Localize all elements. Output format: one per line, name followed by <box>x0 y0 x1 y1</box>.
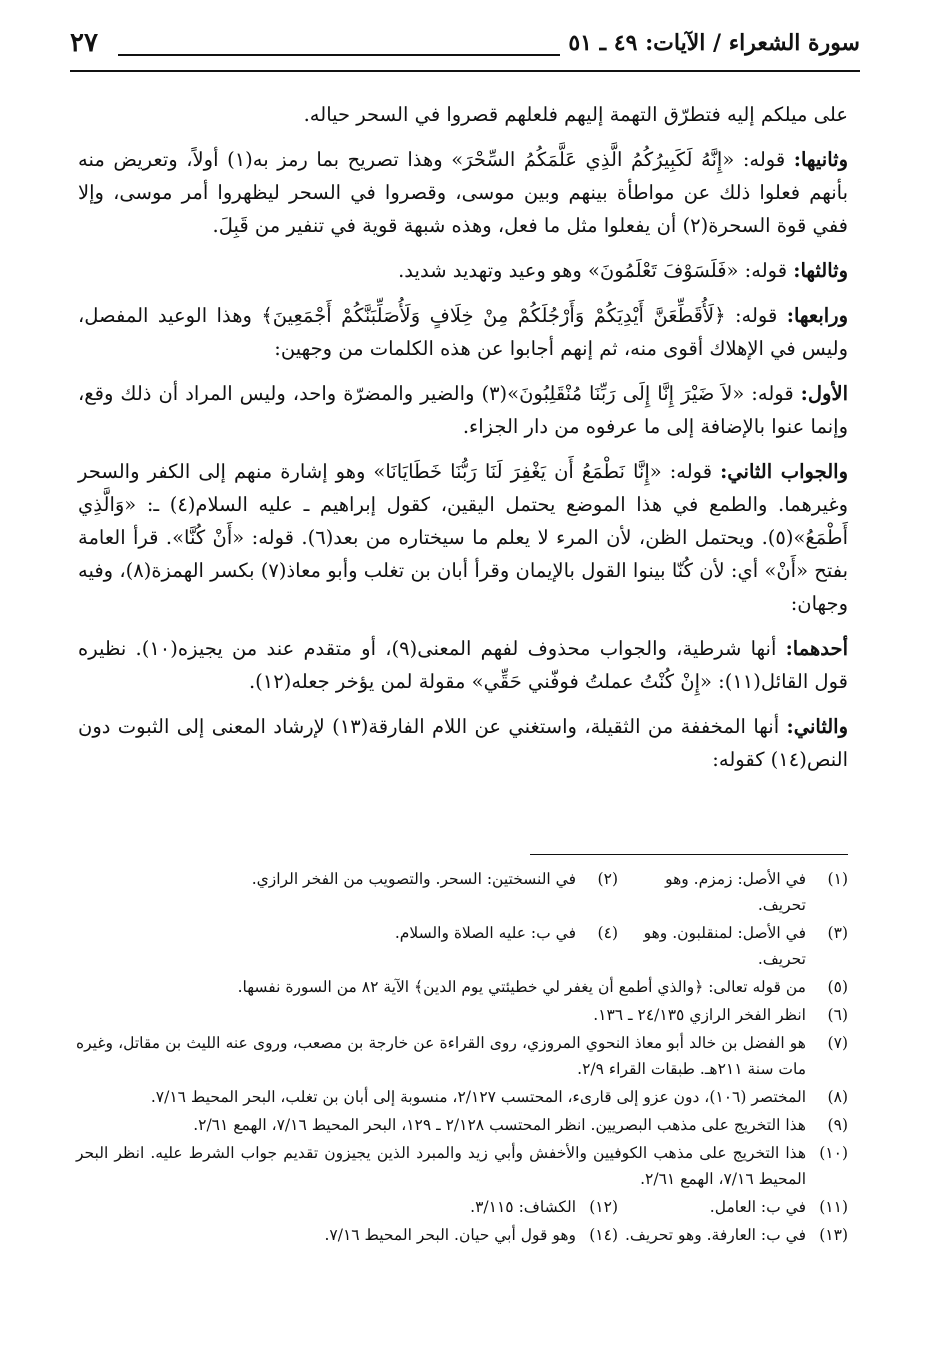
page-number: ٢٧ <box>70 28 98 58</box>
footnote <box>76 1140 848 1192</box>
footnote <box>76 1194 618 1220</box>
footnote <box>76 1112 848 1138</box>
footnote-number: (١٣) <box>819 1226 848 1244</box>
footnote <box>618 920 848 972</box>
footnote <box>618 1194 848 1220</box>
footnote-text: هو الفضل بن خالد أبو معاذ النحوي المروزي، روى القراءة عن خارجة بن مصعب، وروى عنه الليث بن مقاتل، وغيره مات سنة ٢١١هـ. طبقات القراء ٢/٩. <box>76 1034 806 1078</box>
footnote <box>76 1002 848 1028</box>
footnote-text: في الأصل: لمنقلبون. وهو تحريف. <box>643 924 806 968</box>
footnote-text: المختصر (١٠٦)، دون عزو إلى قارىء، المحتسب ٢/١٢٧، منسوبة إلى أبان بن تغلب، البحر المحيط ٧/١٦. <box>150 1088 806 1106</box>
footnote-number: (١٢) <box>589 1198 618 1216</box>
footnote-text: في ب: العامل. <box>709 1198 806 1216</box>
footnote-number: (١٠) <box>819 1144 848 1162</box>
footnote-number: (١١) <box>819 1198 848 1216</box>
footnote-number: (٨) <box>827 1088 848 1106</box>
footnote-text: الكشاف: ٣/١١٥. <box>470 1198 576 1216</box>
paragraph-text: أنها شرطية، والجواب محذوف لفهم المعنى(٩)، أو متقدم عند من يجيزه(١٠). نظيره قول القائل(١١): «إِنْ كُنْتُ عملتُ فوفّني حَقِّي» مقولة لمن يؤخر جعله(١٢). <box>78 637 848 693</box>
paragraph-lead: أحدهما: <box>785 637 848 660</box>
footnote-text: هذا التخريج على مذهب الكوفيين والأخفش وأبي زيد والمبرد الذين يجيزون تقديم جواب الشرط عليه. انظر البحر المحيط ٧/١٦، الهمع ٢/٦١. <box>76 1144 806 1188</box>
footnote-text: في ب: عليه الصلاة والسلام. <box>394 924 576 942</box>
paragraph-text: قوله: «لاَ ضَيْرَ إِنَّا إِلَى رَبِّنَا مُنْقَلِبُونَ»(٣) والضير والمضرّة واحد، وليس المراد أن ذلك وقع، وإنما عنوا بالإضافة إلى ما عرفوه من دار الجزاء. <box>78 382 848 438</box>
footnote-pair <box>76 1194 848 1220</box>
footnote-separator <box>530 854 848 855</box>
footnote-number: (٣) <box>827 924 848 942</box>
footnote-text: وهو قول أبي حيان. البحر المحيط ٧/١٦. <box>324 1226 576 1244</box>
main-text <box>78 98 848 788</box>
paragraph <box>78 710 848 776</box>
footnote-text: في النسختين: السحر. والتصويب من الفخر الرازي. <box>251 870 576 888</box>
footnote-number: (١) <box>827 870 848 888</box>
footnote <box>618 866 848 918</box>
paragraph-text: قوله: «فَلَسَوْفَ تَعْلَمُونَ» وهو وعيد وتهديد شديد. <box>398 259 794 282</box>
paragraph-lead: الأول: <box>800 382 848 405</box>
footnote-pair <box>76 866 848 918</box>
paragraph-lead: والثاني: <box>786 715 848 738</box>
header-rule <box>118 54 560 56</box>
footnote-number: (٩) <box>827 1116 848 1134</box>
footnote-number: (٦) <box>827 1006 848 1024</box>
paragraph <box>78 632 848 698</box>
footnote-number: (٧) <box>827 1034 848 1052</box>
footnote-number: (٥) <box>827 978 848 996</box>
paragraph-text: أنها المخففة من الثقيلة، واستغني عن اللام الفارقة(١٣) لإرشاد المعنى إلى الثبوت دون النص(١٤) كقوله: <box>78 715 848 771</box>
footnote-number: (٢) <box>597 870 618 888</box>
footnote <box>76 974 848 1000</box>
paragraph-lead: والجواب الثاني: <box>720 460 848 483</box>
footnote-number: (٤) <box>597 924 618 942</box>
paragraph-lead: ورابعها: <box>786 304 848 327</box>
footnote <box>76 1030 848 1082</box>
paragraph <box>78 98 848 131</box>
paragraph <box>78 143 848 242</box>
footnote-text: في ب: العارفة. وهو تحريف. <box>624 1226 806 1244</box>
footnote-pair <box>76 1222 848 1248</box>
footnote <box>618 1222 848 1248</box>
footnote-text: انظر الفخر الرازي ٢٤/١٣٥ ـ ١٣٦. <box>593 1006 806 1024</box>
footnote <box>76 866 618 918</box>
paragraph <box>78 254 848 287</box>
footnotes <box>76 866 848 1250</box>
running-header <box>70 24 860 74</box>
footnote-number: (١٤) <box>589 1226 618 1244</box>
paragraph-lead: وثالثها: <box>793 259 848 282</box>
footnote-text: في الأصل: زمزم. وهو تحريف. <box>665 870 806 914</box>
paragraph <box>78 377 848 443</box>
paragraph <box>78 299 848 365</box>
footnote-pair <box>76 920 848 972</box>
footnote <box>76 1222 618 1248</box>
footnote <box>76 920 618 972</box>
footnote-text: هذا التخريج على مذهب البصريين. انظر المحتسب ٢/١٢٨ ـ ١٢٩، البحر المحيط ٧/١٦، الهمع ٢/٦١. <box>193 1116 806 1134</box>
header-divider <box>70 70 860 72</box>
footnote-text: من قوله تعالى: ﴿والذي أطمع أن يغفر لي خطيئتي يوم الدين﴾ الآية ٨٢ من السورة نفسها. <box>237 978 806 996</box>
paragraph <box>78 455 848 620</box>
header-title: سورة الشعراء / الآيات: ٤٩ ـ ٥١ <box>568 30 860 56</box>
paragraph-text: قوله: «إِنَّا نَطْمَعُ أَن يَغْفِرَ لَنَا رَبُّنَا خَطَايَانَا» وهو إشارة منهم إلى الكفر والسحر وغيرهما. والطمع في هذا الموضع يحتمل اليقين، كقول إبراهيم ـ عليه السلام(٤) ـ: «وَالَّذِي أَطْمَعُ»(٥). ويحتمل الظن، لأن المرء لا يعلم ما سيختاره من بعد(٦). قوله: «أَنْ كُنَّا». قرأ العامة بفتح «أَنْ» أي: لأن كُنّا بينوا القول بالإيمان وقرأ أبان بن تغلب وأبو معاذ(٧) بكسر الهمزة(٨)، وفيه وجهان: <box>78 460 849 615</box>
footnote <box>76 1084 848 1110</box>
paragraph-text: قوله: ﴿لَأُقَطِّعَنَّ أَيْدِيَكُمْ وَأَرْجُلَكُمْ مِنْ خِلَافٍ وَلَأُصَلِّبَنَّكُمْ أَجْمَعِينَ﴾ وهذا الوعيد المفصل، وليس في الإهلاك أقوى منه، ثم إنهم أجابوا عن هذه الكلمات من وجهين: <box>78 304 848 360</box>
paragraph-lead: وثانيها: <box>793 148 848 171</box>
paragraph-text: على ميلكم إليه فتطرّق التهمة إليهم فلعلهم قصروا في السحر حياله. <box>303 103 848 126</box>
paragraph-text: قوله: «إِنَّهُ لَكَبِيرُكُمُ الَّذِي عَلَّمَكُمُ السِّحْرَ» وهذا تصريح بما رمز به(١) أولاً، وتعريض منه بأنهم فعلوا ذلك عن مواطأة بينهم وبين موسى، وقصروا في السحر ليظهروا أمر موسى، وإلا ففي قوة السحرة(٢) أن يفعلوا مثل ما فعل، وهذه شبهة قوية في تنفير من قَبِلَ. <box>78 148 848 237</box>
